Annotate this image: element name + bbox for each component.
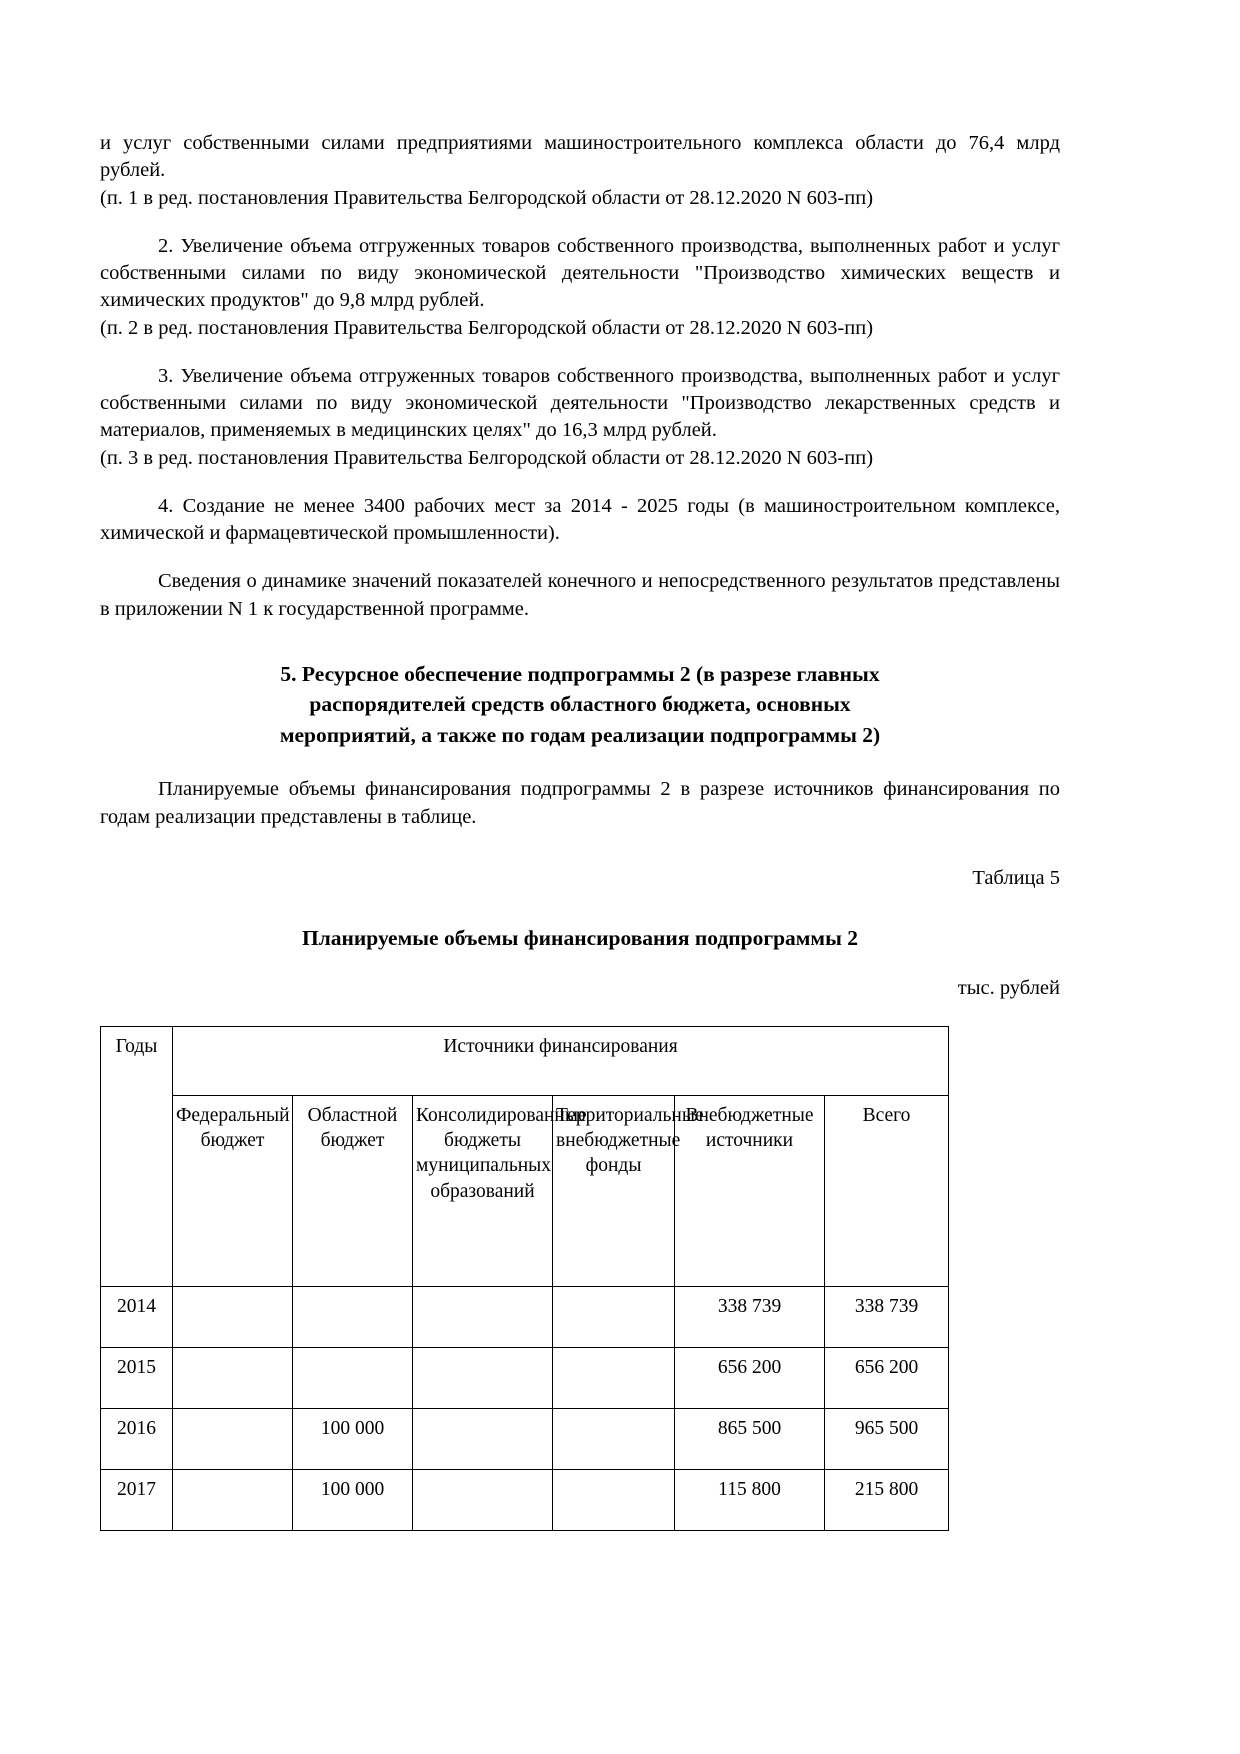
cell-year: 2017 bbox=[101, 1469, 173, 1530]
section-heading bbox=[100, 659, 1060, 751]
header-text-territorial: Территориальные внебюджетные фонды bbox=[556, 1104, 704, 1177]
header-text-regional: Областной бюджет bbox=[307, 1104, 398, 1152]
spacer bbox=[100, 1000, 1060, 1026]
cell-consolidated bbox=[413, 1408, 553, 1469]
cell-territorial bbox=[553, 1286, 675, 1347]
cell-consolidated bbox=[413, 1286, 553, 1347]
section-heading-line-2: распорядителей средств областного бюджета, основных bbox=[309, 692, 851, 717]
header-text-extrabudget: Внебюджетные источники bbox=[685, 1104, 814, 1152]
paragraph-intro: Планируемые объемы финансирования подпрограммы 2 в разрезе источников финансирования по годам реализации представлены в таблице. bbox=[100, 778, 1060, 828]
cell-consolidated bbox=[413, 1469, 553, 1530]
table-row bbox=[101, 1347, 949, 1408]
financing-table bbox=[100, 1026, 949, 1531]
cell-year: 2014 bbox=[101, 1286, 173, 1347]
cell-extrabudget: 656 200 bbox=[675, 1347, 825, 1408]
cell-federal bbox=[173, 1347, 293, 1408]
cell-territorial bbox=[553, 1469, 675, 1530]
cell-territorial bbox=[553, 1347, 675, 1408]
paragraph-info: Сведения о динамике значений показателей конечного и непосредственного результатов представлены в приложении N 1 к государственной программе. bbox=[100, 570, 1060, 620]
table-row bbox=[101, 1286, 949, 1347]
cell-extrabudget: 338 739 bbox=[675, 1286, 825, 1347]
table-header-total bbox=[825, 1095, 949, 1286]
cell-regional: 100 000 bbox=[293, 1408, 413, 1469]
spacer bbox=[100, 342, 1060, 363]
section-heading-line-1: 5. Ресурсное обеспечение подпрограммы 2 (в разрезе главных bbox=[280, 661, 880, 686]
cell-year: 2015 bbox=[101, 1347, 173, 1408]
table-units-note: тыс. рублей bbox=[957, 976, 1060, 999]
cell-total: 338 739 bbox=[825, 1286, 949, 1347]
header-text-total: Всего bbox=[862, 1104, 911, 1126]
cell-extrabudget: 115 800 bbox=[675, 1469, 825, 1530]
paragraph-item-3: 3. Увеличение объема отгруженных товаров собственного производства, выполненных работ и услуг собственными силами по виду экономической деятельности "Производство лекарственных средств и материалов, применяемых в медицинских целях" до 16,3 млрд рублей. bbox=[100, 364, 1060, 442]
cell-year: 2016 bbox=[101, 1408, 173, 1469]
paragraph-reference-1: (п. 1 в ред. постановления Правительства Белгородской области от 28.12.2020 N 603-пп) bbox=[100, 186, 874, 209]
spacer bbox=[100, 951, 1060, 977]
cell-total: 215 800 bbox=[825, 1469, 949, 1530]
cell-regional bbox=[293, 1347, 413, 1408]
paragraph-item-4: 4. Создание не менее 3400 рабочих мест за 2014 - 2025 годы (в машиностроительном комплексе, химической и фармацевтической промышленности). bbox=[100, 494, 1060, 544]
table-number-label: Таблица 5 bbox=[972, 866, 1060, 889]
table-header-sources: Источники финансирования bbox=[173, 1026, 949, 1095]
cell-federal bbox=[173, 1469, 293, 1530]
table-header-row-top bbox=[101, 1026, 949, 1095]
table-header-row-sub bbox=[101, 1095, 949, 1286]
paragraph-continuation-1: и услуг собственными силами предприятиями машиностроительного комплекса области до 76,4 млрд рублей. bbox=[100, 132, 1060, 182]
table-header-regional bbox=[293, 1095, 413, 1286]
table-header-extrabudget bbox=[675, 1095, 825, 1286]
cell-regional: 100 000 bbox=[293, 1469, 413, 1530]
spacer bbox=[100, 623, 1060, 659]
header-text-consolidated: Консолидированные бюджеты муниципальных образований bbox=[416, 1104, 587, 1202]
table-header-consolidated bbox=[413, 1095, 587, 1286]
table-header-years: Годы bbox=[101, 1026, 173, 1286]
cell-federal bbox=[173, 1408, 293, 1469]
spacer bbox=[100, 831, 1060, 867]
header-text-federal: Федеральный бюджет bbox=[176, 1104, 290, 1152]
cell-regional bbox=[293, 1286, 413, 1347]
spacer bbox=[100, 472, 1060, 493]
spacer bbox=[100, 212, 1060, 233]
cell-total: 965 500 bbox=[825, 1408, 949, 1469]
table-header-territorial bbox=[553, 1095, 704, 1286]
spacer bbox=[100, 547, 1060, 568]
table-row bbox=[101, 1408, 949, 1469]
paragraph-reference-2: (п. 2 в ред. постановления Правительства Белгородской области от 28.12.2020 N 603-пп) bbox=[100, 316, 874, 339]
table-row bbox=[101, 1469, 949, 1530]
cell-consolidated bbox=[413, 1347, 553, 1408]
section-heading-line-3: мероприятий, а также по годам реализации подпрограммы 2) bbox=[279, 722, 881, 747]
cell-territorial bbox=[553, 1408, 675, 1469]
paragraph-item-2: 2. Увеличение объема отгруженных товаров собственного производства, выполненных работ и услуг собственными силами по виду экономической деятельности "Производство химических веществ и химических продуктов" до 9,8 млрд рублей. bbox=[100, 234, 1060, 312]
spacer bbox=[100, 890, 1060, 926]
cell-total: 656 200 bbox=[825, 1347, 949, 1408]
paragraph-reference-3: (п. 3 в ред. постановления Правительства Белгородской области от 28.12.2020 N 603-пп) bbox=[100, 446, 874, 469]
cell-federal bbox=[173, 1286, 293, 1347]
table-header-federal bbox=[173, 1095, 293, 1286]
spacer bbox=[100, 750, 1060, 776]
cell-extrabudget: 865 500 bbox=[675, 1408, 825, 1469]
table-title: Планируемые объемы финансирования подпрограммы 2 bbox=[301, 925, 858, 950]
